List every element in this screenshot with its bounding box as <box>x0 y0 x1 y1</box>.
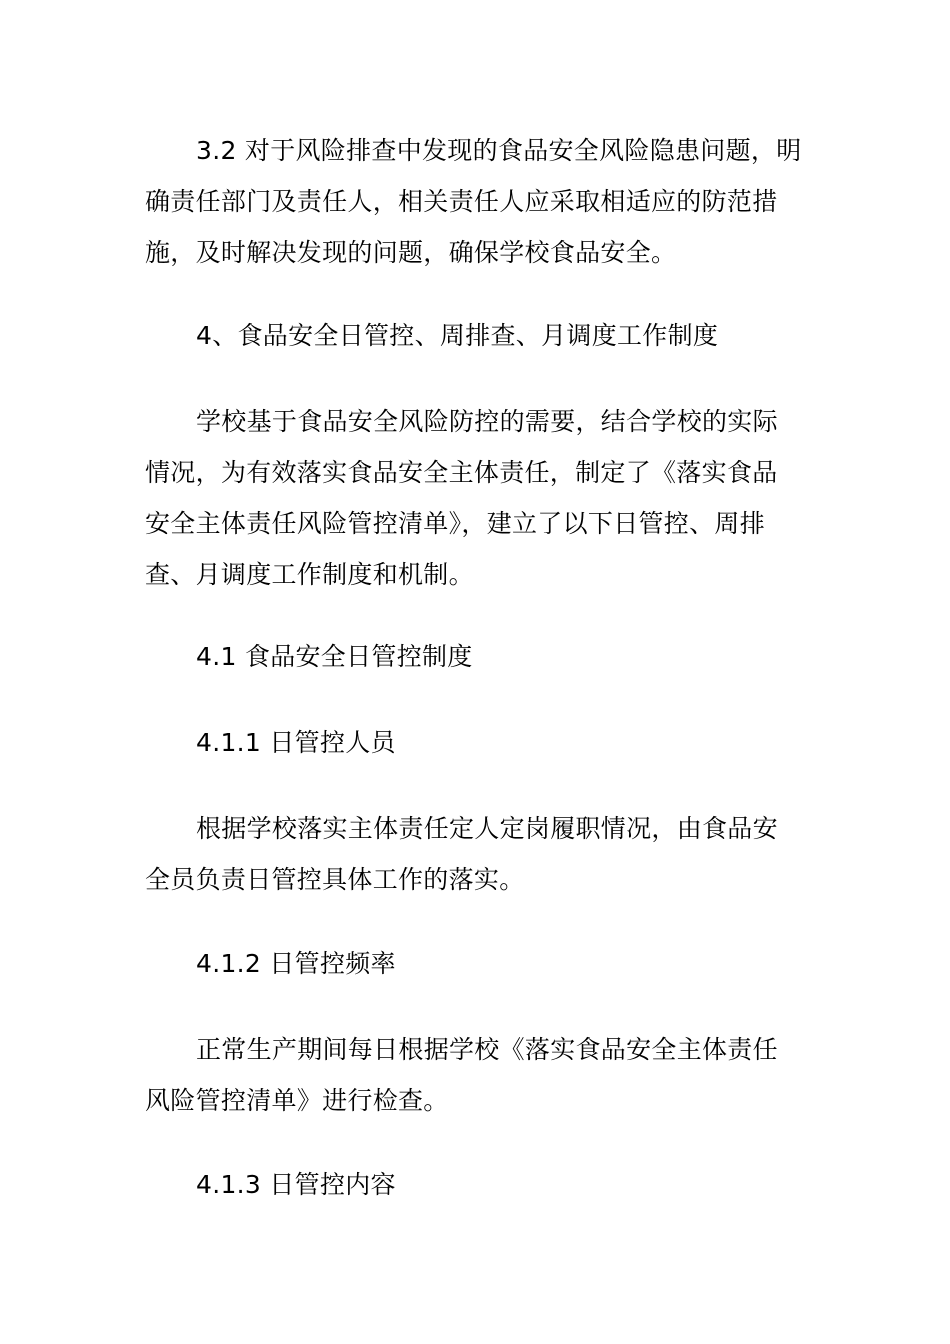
heading-text: 4.1 食品安全日管控制度 <box>196 642 473 671</box>
text-line: 学校基于食品安全风险防控的需要，结合学校的实际 <box>196 407 778 436</box>
heading-text: 4.1.2 日管控频率 <box>196 949 396 978</box>
text-line: 安全主体责任风险管控清单》，建立了以下日管控、周排 <box>145 509 766 538</box>
paragraph-4-1-2 <box>145 1024 810 1126</box>
section-heading-4-1-1 <box>145 717 810 768</box>
text-line: 风险管控清单》进行检查。 <box>145 1086 449 1115</box>
text-line: 查、月调度工作制度和机制。 <box>145 560 474 589</box>
heading-text: 4.1.1 日管控人员 <box>196 728 396 757</box>
text-line: 正常生产期间每日根据学校《落实食品安全主体责任 <box>196 1035 778 1064</box>
text-line: 施，及时解决发现的问题，确保学校食品安全。 <box>145 238 677 267</box>
text-line: 全员负责日管控具体工作的落实。 <box>145 865 525 894</box>
text-line: 确责任部门及责任人，相关责任人应采取相适应的防范措 <box>145 187 778 216</box>
section-heading-4-1 <box>145 631 810 682</box>
paragraph-4-1-1 <box>145 803 810 905</box>
section-heading-4-1-2 <box>145 938 810 989</box>
paragraph-3-2 <box>145 125 810 278</box>
section-heading-4-1-3 <box>145 1159 810 1210</box>
text-line: 根据学校落实主体责任定人定岗履职情况，由食品安 <box>196 814 778 843</box>
text-line: 情况，为有效落实食品安全主体责任，制定了《落实食品 <box>145 458 778 487</box>
heading-text: 4.1.3 日管控内容 <box>196 1170 396 1199</box>
heading-text: 4、食品安全日管控、周排查、月调度工作制度 <box>196 321 719 350</box>
section-heading-4 <box>145 310 810 361</box>
paragraph-4-intro <box>145 396 810 600</box>
text-line: 3.2 对于风险排查中发现的食品安全风险隐患问题，明 <box>196 136 802 165</box>
